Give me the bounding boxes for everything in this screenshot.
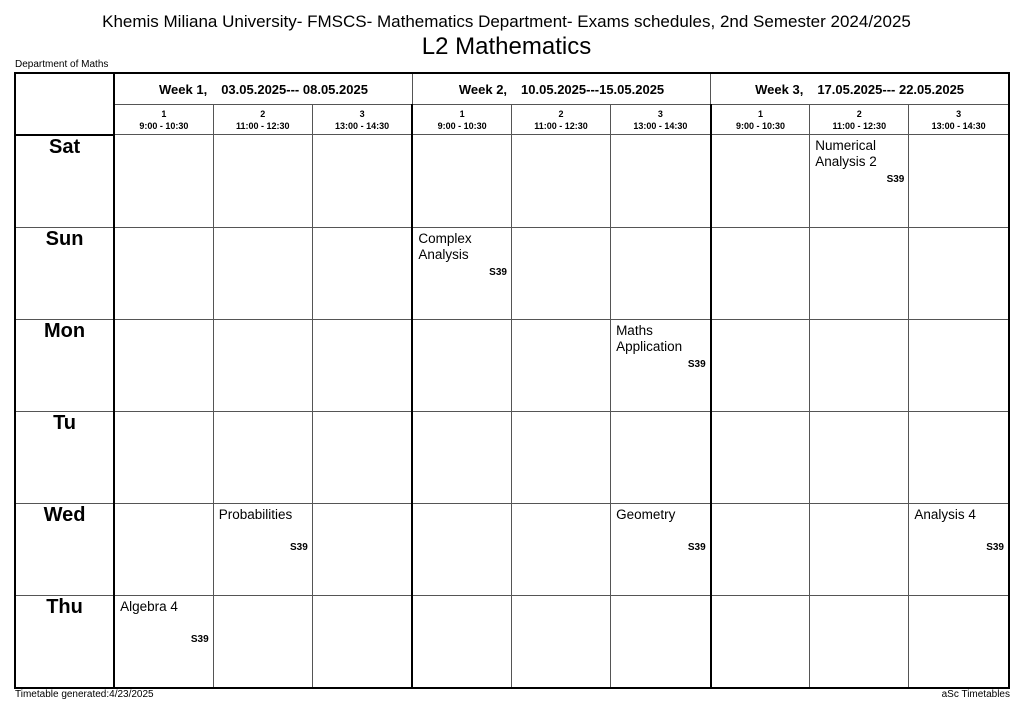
exam-entry bbox=[611, 320, 710, 411]
exam-room: S39 bbox=[190, 633, 209, 645]
slot-cell bbox=[213, 411, 312, 503]
slot-cell bbox=[810, 319, 909, 411]
slot-cell bbox=[511, 411, 610, 503]
exam-subject: Numerical Analysis 2 bbox=[815, 138, 877, 169]
week-dates: 17.05.2025--- 22.05.2025 bbox=[817, 81, 965, 97]
period-time: 11:00 - 12:30 bbox=[235, 120, 290, 131]
slot-cell bbox=[213, 227, 312, 319]
day-label: Tu bbox=[15, 411, 114, 503]
slot-cell bbox=[213, 135, 312, 228]
period-number: 1 bbox=[757, 108, 763, 119]
slot-cell bbox=[114, 319, 213, 411]
period-time: 13:00 - 14:30 bbox=[931, 120, 986, 131]
slot-cell bbox=[312, 503, 412, 595]
period-time: 9:00 - 10:30 bbox=[139, 120, 189, 131]
day-row bbox=[15, 503, 1009, 595]
slot-cell bbox=[412, 595, 511, 688]
slot-cell bbox=[511, 319, 610, 411]
week-label: Week 3, bbox=[755, 81, 804, 97]
exam-entry bbox=[115, 596, 213, 687]
period-header-cell bbox=[412, 105, 511, 135]
period-header-cell bbox=[312, 105, 412, 135]
generated-date: Timetable generated:4/23/2025 bbox=[15, 689, 154, 700]
slot-cell bbox=[511, 503, 610, 595]
day-label: Mon bbox=[15, 319, 114, 411]
slot-cell bbox=[810, 411, 909, 503]
department-label: Department of Maths bbox=[15, 59, 109, 70]
day-row bbox=[15, 411, 1009, 503]
exam-room: S39 bbox=[687, 541, 706, 553]
period-number: 3 bbox=[956, 108, 962, 119]
exam-entry bbox=[810, 135, 908, 226]
slot-cell bbox=[909, 135, 1009, 228]
slot-cell bbox=[810, 135, 909, 228]
day-label: Sun bbox=[15, 227, 114, 319]
slot-cell bbox=[412, 135, 511, 228]
slot-cell bbox=[909, 411, 1009, 503]
day-label: Sat bbox=[15, 135, 114, 228]
period-number: 2 bbox=[260, 108, 266, 119]
slot-cell bbox=[711, 595, 810, 688]
slot-cell bbox=[114, 411, 213, 503]
exam-room: S39 bbox=[489, 266, 507, 278]
class-title: L2 Mathematics bbox=[421, 33, 592, 60]
slot-cell bbox=[611, 595, 711, 688]
slot-cell bbox=[909, 503, 1009, 595]
exam-room: S39 bbox=[986, 541, 1004, 553]
period-header-row bbox=[15, 105, 1009, 135]
exam-room: S39 bbox=[289, 541, 308, 553]
slot-cell bbox=[711, 411, 810, 503]
exam-subject: Geometry bbox=[616, 506, 676, 522]
period-time: 13:00 - 14:30 bbox=[633, 120, 688, 131]
period-header-cell bbox=[611, 105, 711, 135]
exam-subject: Maths Application bbox=[616, 322, 683, 354]
exam-subject: Probabilities bbox=[218, 506, 293, 522]
slot-cell bbox=[909, 595, 1009, 688]
slot-cell bbox=[711, 227, 810, 319]
exam-subject: Algebra 4 bbox=[120, 598, 178, 614]
slot-cell bbox=[312, 227, 412, 319]
day-label: Wed bbox=[15, 503, 114, 595]
exam-entry bbox=[909, 504, 1008, 595]
software-credit: aSc Timetables bbox=[941, 689, 1010, 700]
day-row bbox=[15, 595, 1009, 688]
slot-cell bbox=[611, 411, 711, 503]
day-row bbox=[15, 319, 1009, 411]
exam-entry bbox=[214, 504, 312, 595]
slot-cell bbox=[611, 135, 711, 228]
day-label: Thu bbox=[15, 595, 114, 688]
week-dates: 10.05.2025---15.05.2025 bbox=[521, 81, 665, 97]
period-number: 2 bbox=[558, 108, 564, 119]
slot-cell bbox=[312, 135, 412, 228]
corner-cell bbox=[15, 73, 114, 135]
slot-cell bbox=[312, 319, 412, 411]
slot-cell bbox=[312, 595, 412, 688]
exam-subject: Analysis 4 bbox=[914, 506, 976, 522]
exam-room: S39 bbox=[886, 174, 905, 185]
exam-room: S39 bbox=[687, 358, 706, 370]
slot-cell bbox=[711, 319, 810, 411]
period-number: 1 bbox=[459, 108, 465, 119]
day-row bbox=[15, 227, 1009, 319]
week-3-header bbox=[711, 73, 1009, 105]
slot-cell bbox=[909, 319, 1009, 411]
slot-cell bbox=[114, 135, 213, 228]
slot-cell bbox=[511, 227, 610, 319]
week-2-header bbox=[412, 73, 710, 105]
slot-cell bbox=[213, 503, 312, 595]
period-number: 3 bbox=[657, 108, 663, 119]
period-time: 11:00 - 12:30 bbox=[534, 120, 588, 131]
period-header-cell bbox=[810, 105, 909, 135]
week-dates: 03.05.2025--- 08.05.2025 bbox=[221, 81, 368, 97]
slot-cell bbox=[114, 503, 213, 595]
period-header-cell bbox=[511, 105, 610, 135]
exam-timetable bbox=[14, 72, 1010, 689]
slot-cell bbox=[810, 503, 909, 595]
exam-entry bbox=[611, 504, 710, 595]
slot-cell bbox=[213, 319, 312, 411]
slot-cell bbox=[312, 411, 412, 503]
period-header-cell bbox=[711, 105, 810, 135]
slot-cell bbox=[511, 595, 610, 688]
period-number: 2 bbox=[856, 108, 862, 119]
week-header-row bbox=[15, 73, 1009, 105]
slot-cell bbox=[711, 135, 810, 228]
slot-cell bbox=[711, 503, 810, 595]
slot-cell bbox=[611, 503, 711, 595]
slot-cell bbox=[810, 227, 909, 319]
exam-subject: Complex Analysis bbox=[418, 230, 472, 262]
period-header-cell bbox=[213, 105, 312, 135]
slot-cell bbox=[412, 503, 511, 595]
period-header-cell bbox=[114, 105, 213, 135]
period-header-cell bbox=[909, 105, 1009, 135]
week-label: Week 1, bbox=[159, 81, 208, 97]
slot-cell bbox=[810, 595, 909, 688]
week-label: Week 2, bbox=[458, 81, 508, 97]
slot-cell bbox=[412, 319, 511, 411]
period-time: 9:00 - 10:30 bbox=[437, 120, 487, 131]
slot-cell bbox=[213, 595, 312, 688]
slot-cell bbox=[511, 135, 610, 228]
day-row bbox=[15, 135, 1009, 228]
period-time: 9:00 - 10:30 bbox=[735, 120, 785, 131]
slot-cell bbox=[909, 227, 1009, 319]
slot-cell bbox=[611, 227, 711, 319]
slot-cell bbox=[412, 227, 511, 319]
slot-cell bbox=[114, 227, 213, 319]
period-number: 3 bbox=[359, 108, 365, 119]
period-time: 11:00 - 12:30 bbox=[832, 120, 887, 131]
slot-cell bbox=[114, 595, 213, 688]
exam-entry bbox=[413, 228, 511, 319]
period-number: 1 bbox=[161, 108, 167, 119]
week-1-header bbox=[114, 73, 412, 105]
slot-cell bbox=[611, 319, 711, 411]
period-time: 13:00 - 14:30 bbox=[335, 120, 390, 131]
schedule-title: Khemis Miliana University- FMSCS- Mathematics Department- Exams schedules, 2nd Semester 2024/2025 bbox=[102, 12, 911, 31]
slot-cell bbox=[412, 411, 511, 503]
